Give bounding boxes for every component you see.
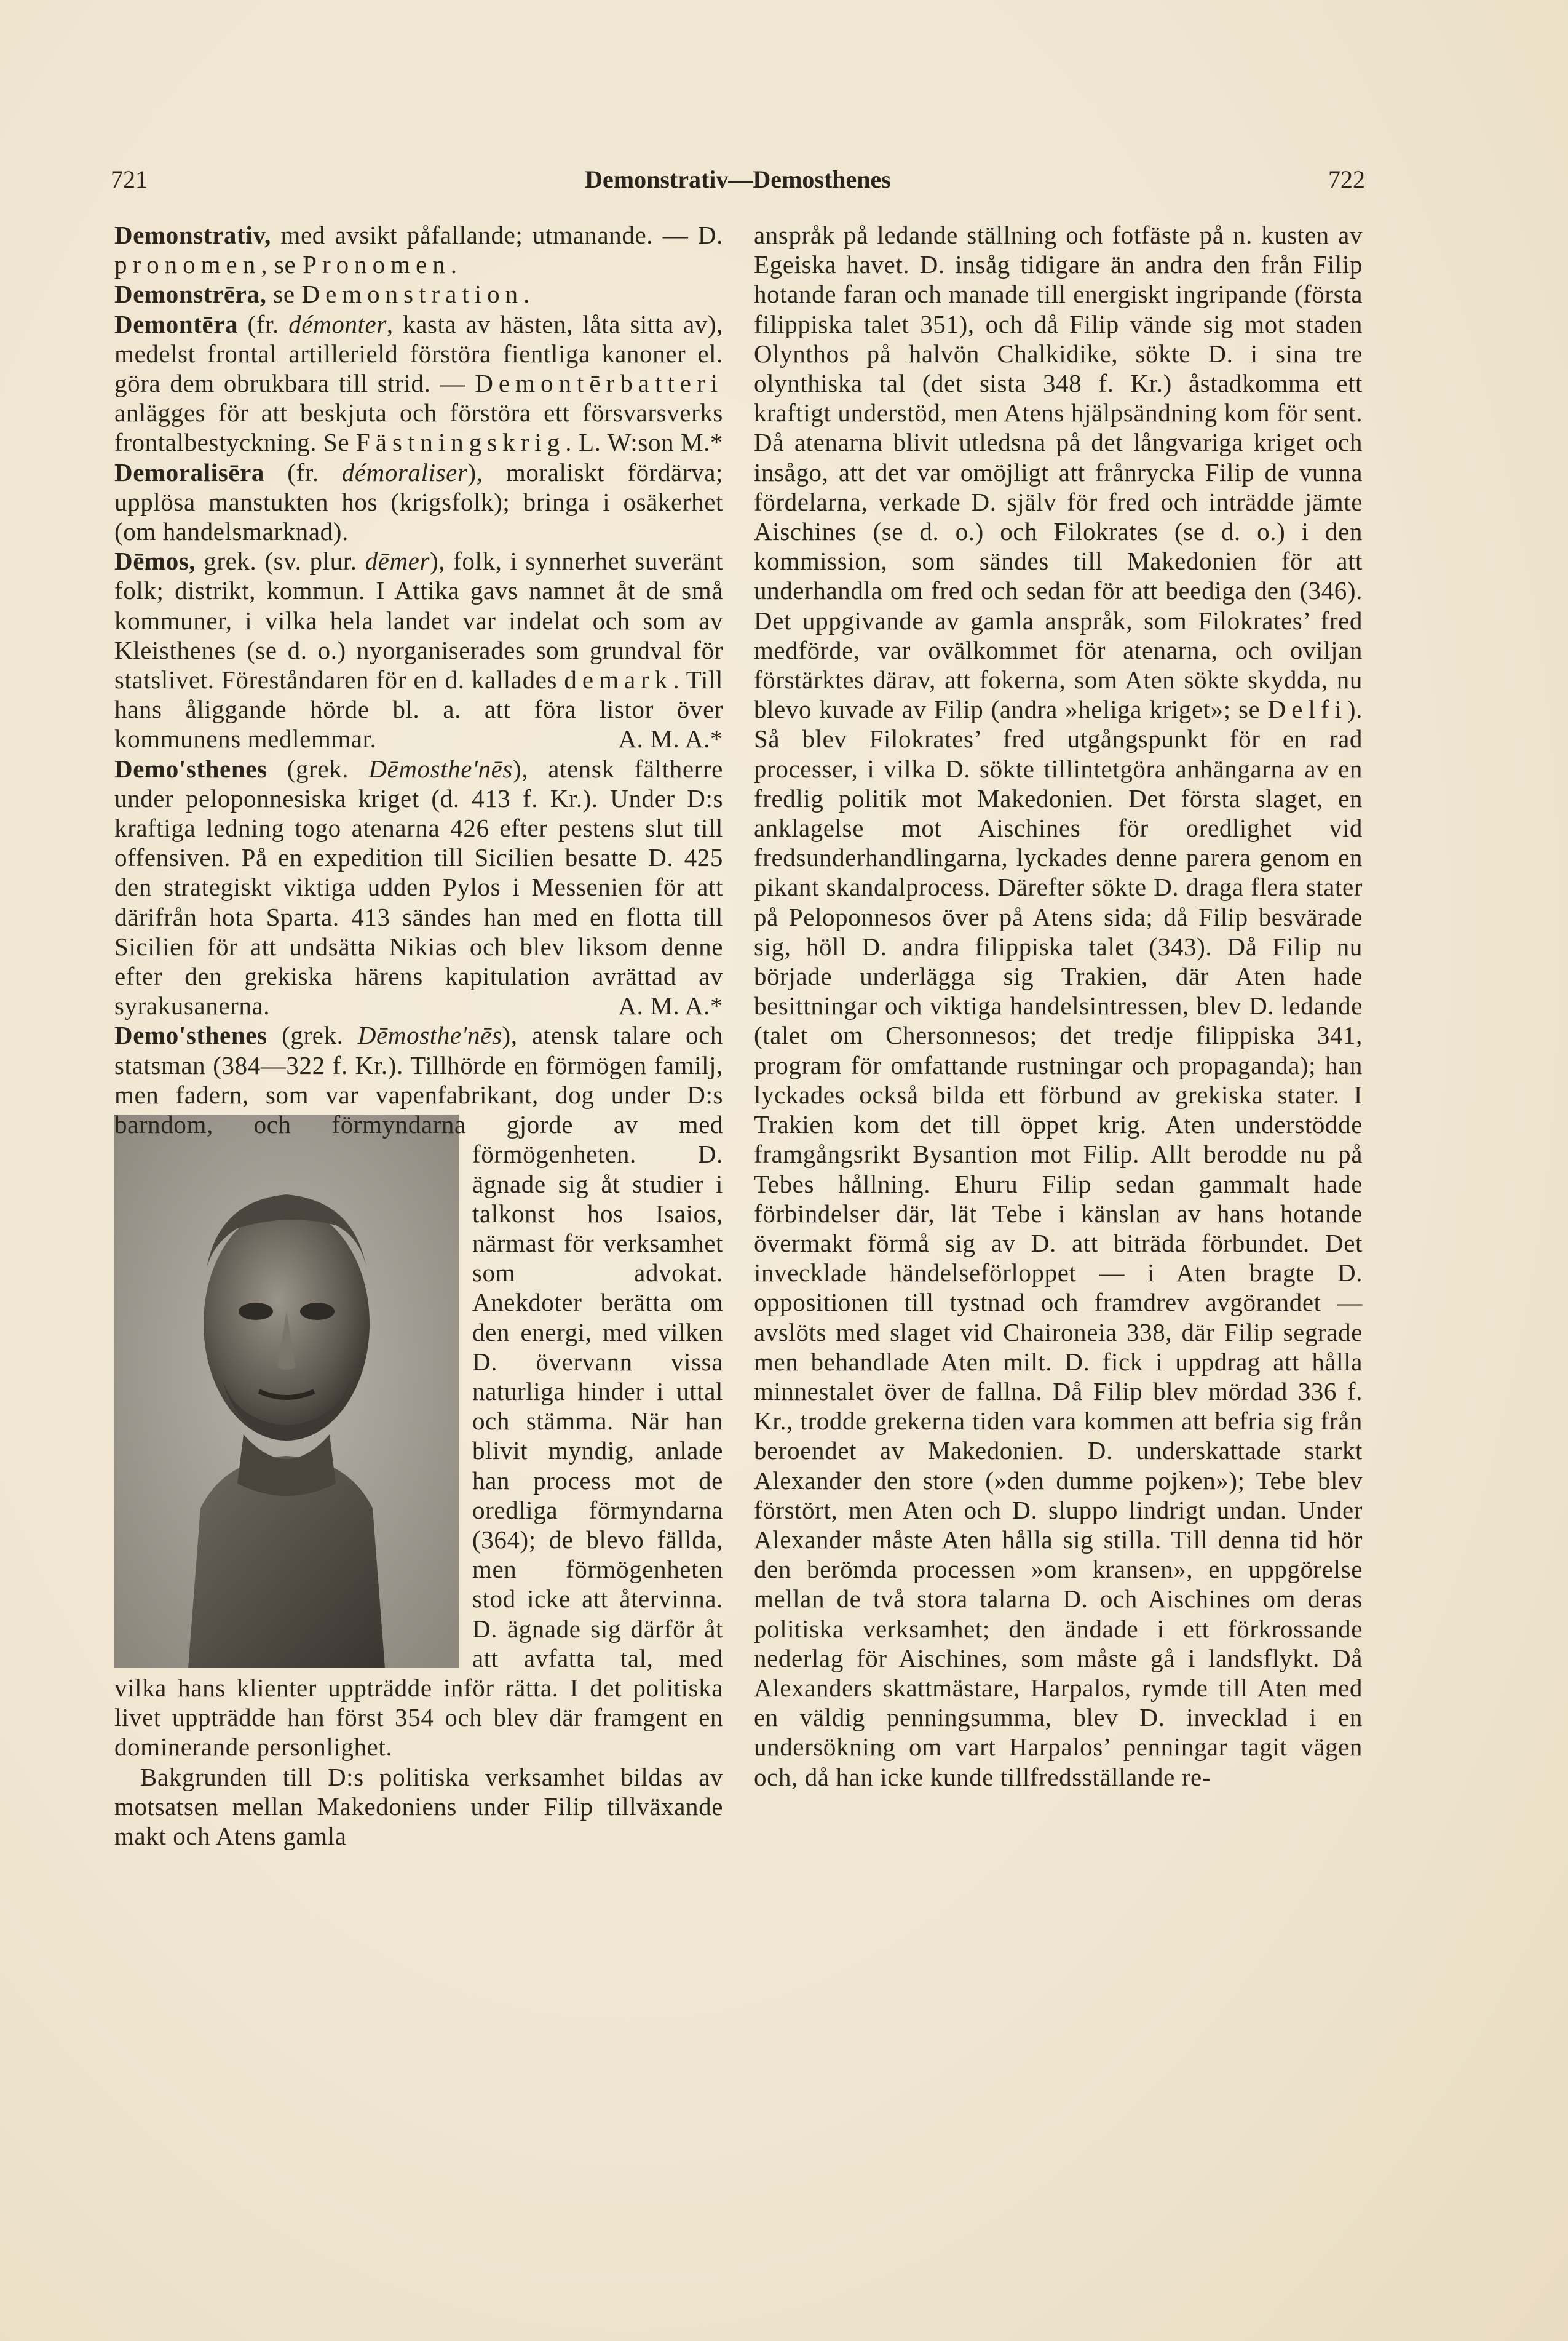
entry-demontera: Demontēra (fr. démonter, kasta av hästen, låta sitta av), medelst frontal artillerield förstöra fientliga kanoner el. göra dem obrukbara till strid. — Demontērbatteri anlägges för att beskjuta och förstöra ett försvarsverks frontalbestyckning. Se Fästningskrig. L. W:son M.* <box>114 309 723 457</box>
author-signature: L. W:son M.* <box>579 428 723 457</box>
entry-demonstrera: Demonstrēra, se Demonstration. <box>114 280 531 309</box>
headword: Demo'sthenes <box>114 754 267 783</box>
right-column <box>754 220 1363 1792</box>
entry-demosthenes-orator-paragraph-2: Bakgrunden till D:s politiska verksamhet bildas av motsatsen mellan Makedoniens under Filip tillväxande makt och Atens gamla <box>114 1762 723 1850</box>
headword: Demontēra <box>114 309 239 338</box>
entry-demoralisera: Demoralisēra (fr. démoraliser), moraliskt fördärva; upplösa manstukten hos (krigsfolk); bringa i osäkerhet (om handelsmarknad). <box>114 458 723 546</box>
author-signature: A. M. A.* <box>618 725 723 753</box>
entry-demos: Dēmos, grek. (sv. plur. dēmer), folk, i synnerhet suveränt folk; distrikt, kommun. I Attika gavs namnet åt de små kommuner, i vilka hela landet var indelat och som av Kleisthenes (se d. o.) nyorganiserades som grundval för statslivet. Föreståndaren för en d. kallades demark. Till hans åliggande hörde bl. a. att föra listor över kommunens medlemmar. A. M. A.* <box>114 547 723 753</box>
cross-reference: Delfi <box>1267 695 1347 724</box>
running-head: Demonstrativ—Demosthenes <box>585 165 891 193</box>
cross-reference: Pronomen <box>303 250 451 279</box>
entry-demonstrativ: Demonstrativ, med avsikt påfallande; utmanande. — D. pronomen, se Pronomen. <box>114 221 723 279</box>
cross-reference: Demonstration <box>301 280 524 309</box>
author-signature: A. M. A.* <box>618 992 723 1020</box>
headword: Dēmos, <box>114 547 196 576</box>
entry-demosthenes-general: Demo'sthenes (grek. Dēmosthe'nēs), atensk fältherre under peloponnesiska kriget (d. 413 f. Kr.). Under D:s kraftiga ledning togo atenarna 426 efter pestens slut till offensiven. På en expedition till Sicilien besatte D. 425 den strategiskt viktiga udden Pylos i Messenien för att därifrån hota Sparta. 413 sändes han med en flotta till Sicilien för att undsätta Nikias och blev liksom denne efter den grekiska härens kapitulation avrättad av syrakusanerna. A. M. A.* <box>114 754 723 1020</box>
cross-reference: demark <box>564 666 673 694</box>
headword: Demoralisēra <box>114 458 264 487</box>
page-number-left: 721 <box>111 165 148 193</box>
headword: Demonstrativ, <box>114 221 271 249</box>
headword: Demonstrēra, <box>114 280 267 309</box>
cross-reference: Fästningskrig <box>355 428 566 457</box>
right-column-text: anspråk på ledande ställning och fotfäste på n. kusten av Egeiska havet. D. insåg tidigare än andra den från Filip hotande faran och manade till energiskt ingripande (första filippiska talet 351), och då Filip vände sig mot staden Olynthos på halvön Chalkidike, sökte D. i sina tre olynthiska tal (det sista 348 f. Kr.) åstadkomma ett kraftigt understöd, men Atens hjälpsändning kom för sent. Då atenarna blivit utledsna på det långvariga kriget och insågo, att det var omöjligt att frånrycka Filip de vunna fördelarna, verkade D. själv för fred och inträdde jämte Aischines (se d. o.) och Filokrates (se d. o.) i den kommission, som sändes till Makedonien för att underhandla om fred och sedan för att beediga den (346). Det uppgivande av gamla anspråk, som Filokrates’ fred medförde, var ovälkommet för atenarna, och oviljan förstärktes därav, att fokerna, som Aten sökte skydda, nu blevo kuvade av Filip (andra »heliga kriget»; se Delfi). Så blev Filokrates’ fred utgångspunkt för en rad processer, i vilka D. sökte tillintetgöra anhängarna av en fredlig politik mot Makedonien. Det första slaget, en anklagelse mot Aischines för oredlighet vid fredsunderhandlingarna, lyckades denne parera genom en pikant skandalprocess. Därefter sökte D. draga flera stater på Peloponnesos över på Atens sida; då Filip besvärade sig, höll D. andra filippiska talet (343). Då Filip nu började underlägga sig Trakien, där Aten hade besittningar och viktiga handelsintressen, blev D. ledande (talet om Chersonnesos; det tredje filippiska 341, program för omfattande rustningar och propaganda); han lyckades också bilda ett förbund av grekiska stater. I Trakien kom det till öppet krig. Aten understödde framgångsrikt Bysantion mot Filip. Allt berodde nu på Tebes hållning. Ehuru Filip sedan gammalt hade förbindelser där, lät Tebe i känslan av hans hotande övermakt förmå sig av D. att biträda förbundet. Det invecklade händelseförloppet — i Aten bragte D. oppositionen till tystnad och framdrev avgörandet — avslöts med slaget vid Chaironeia 338, där Filip segrade men behandlade Aten milt. D. fick i uppdrag att hålla minnestalet över de fallna. Då Filip blev mördad 336 f. Kr., trodde grekerna tiden vara kommen att befria sig från beroendet av Makedonien. D. underskattade starkt Alexander den store (»den dumme pojken»); Tebe blev förstört, men Aten och D. sluppo lindrigt undan. Under Alexander måste Aten hålla sig stilla. Till denna tid hör den berömda processen »om kransen», en uppgörelse mellan de två stora talarna D. och Aischines om deras politiska verksamhet; den ändade i ett förkrossande nederlag för Aischines, som måste gå i landsflykt. Då Alexanders skattmästare, Harpalos, rymde till Aten med en väldig penningsumma, blev D. invecklad i en undersökning om vart Harpalos’ penningar tagit vägen och, då han icke kunde tillfredsställande re- <box>754 221 1363 1791</box>
headword: Demo'sthenes <box>114 1021 267 1050</box>
page-number-right: 722 <box>1328 165 1365 193</box>
demosthenes-bust-image <box>114 1115 459 1668</box>
cross-reference: Demontērbatteri <box>475 369 723 398</box>
cross-reference: pronomen <box>114 250 261 279</box>
entry-demosthenes-orator: Demo'sthenes (grek. Dēmosthe'nēs), atensk talare och statsman (384—322 f. Kr.). Tillhörde en förmögen familj, men fadern, som var vapenfabrikant, dog under D:s barndom, och förmyndarna gjorde av med förmögenheten. D. ägnade sig åt studier i talkonst hos Isaios, närmast för verksamhet som advokat. Anekdoter berätta om den energi, med vilken D. övervann vissa naturliga hinder i uttal och stämma. När han blivit myndig, anlade han process mot de oredliga förmyndarna (364); de blevo fällda, men förmögenheten stod icke att återvinna. D. ägnade sig därför åt att avfatta tal, med vilka hans klienter uppträdde inför rätta. I det politiska livet uppträdde han först 354 och blev där framgent en dominerande personlighet. <box>114 1021 723 1762</box>
left-column <box>114 220 723 1851</box>
page-header <box>111 165 1365 202</box>
